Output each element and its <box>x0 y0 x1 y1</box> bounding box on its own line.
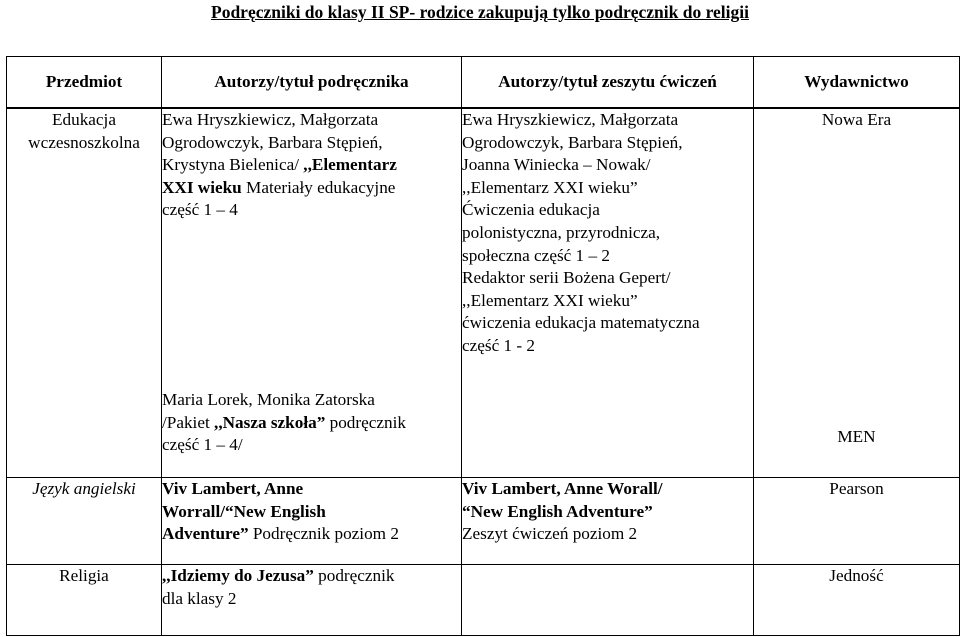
textbook-title: ,,Idziemy do Jezusa” <box>162 566 314 585</box>
textbook-line: Ewa Hryszkiewicz, Małgorzata <box>162 110 379 129</box>
workbook-line: Ćwiczenia edukacja <box>462 200 600 220</box>
textbook-text: Materiały edukacyjne <box>241 177 396 197</box>
subject-cell: Religia <box>7 565 162 636</box>
workbook-line: Ewa Hryszkiewicz, Małgorzata <box>462 110 679 129</box>
textbook-line: część 1 – 4/ <box>162 435 243 455</box>
subject-line: Edukacja <box>52 110 116 129</box>
workbook-line: Viv Lambert, Anne Worall/ <box>462 479 663 498</box>
workbook-line: społeczna część 1 – 2 <box>462 245 610 265</box>
workbook-line: ,,Elementarz XXI wieku” <box>462 290 638 310</box>
textbook-line: dla klasy 2 <box>162 588 237 608</box>
subject-line: wczesnoszkolna <box>28 132 140 152</box>
table-row <box>7 478 960 565</box>
table-row <box>7 565 960 636</box>
header-publisher: Wydawnictwo <box>754 57 960 109</box>
subject-cell <box>7 108 162 478</box>
textbook-text: /Pakiet <box>162 412 215 432</box>
textbook-line: Viv Lambert, Anne <box>162 479 304 498</box>
textbook-text: Krystyna Bielenica/ <box>162 155 304 175</box>
textbook-line: część 1 – 4 <box>162 200 238 220</box>
textbook-line <box>162 412 461 435</box>
textbook-line: Ogrodowczyk, Barbara Stępień, <box>162 132 383 152</box>
textbook-line <box>162 154 461 177</box>
workbook-cell <box>462 565 754 636</box>
workbook-line: Joanna Winiecka – Nowak/ <box>462 155 651 175</box>
subject-cell: Język angielski <box>7 478 162 565</box>
textbook-cell <box>162 565 462 636</box>
textbook-title: Adventure” <box>162 524 249 544</box>
workbook-line: Zeszyt ćwiczeń poziom 2 <box>462 524 638 544</box>
textbook-cell <box>162 478 462 565</box>
workbook-line: ćwiczenia edukacja matematyczna <box>462 313 700 333</box>
workbook-line: polonistyczna, przyrodnicza, <box>462 222 661 242</box>
textbook-text: podręcznik <box>325 412 406 432</box>
textbook-title: ,,Nasza szkoła” <box>214 412 326 432</box>
table-row <box>7 108 960 389</box>
workbook-line: część 1 - 2 <box>462 335 536 355</box>
textbook-title: ,,Elementarz <box>303 155 397 175</box>
workbook-line: “New English Adventure” <box>462 501 653 521</box>
workbook-line: Ogrodowczyk, Barbara Stępień, <box>462 132 683 152</box>
textbook-line <box>162 565 461 588</box>
textbook-line: Maria Lorek, Monika Zatorska <box>162 390 375 409</box>
header-textbook: Autorzy/tytuł podręcznika <box>162 57 462 109</box>
textbook-title: XXI wieku <box>162 177 242 197</box>
textbook-cell <box>162 108 462 389</box>
textbook-line: Worrall/“New English <box>162 501 326 521</box>
publisher-cell: Jedność <box>754 565 960 636</box>
textbook-text: Podręcznik poziom 2 <box>248 524 399 544</box>
header-subject: Przedmiot <box>7 57 162 109</box>
textbook-cell <box>162 389 462 478</box>
publisher-cell: Nowa Era <box>754 108 960 389</box>
page-title: Podręczniki do klasy II SP- rodzice zakupują tylko podręcznik do religii <box>211 2 749 22</box>
workbook-cell <box>462 478 754 565</box>
workbook-line: Redaktor serii Bożena Gepert/ <box>462 268 671 288</box>
publisher-cell: MEN <box>754 389 960 478</box>
header-workbook: Autorzy/tytuł zeszytu ćwiczeń <box>462 57 754 109</box>
workbook-cell <box>462 108 754 478</box>
textbook-line <box>162 177 461 200</box>
textbook-table <box>6 56 960 636</box>
publisher-cell: Pearson <box>754 478 960 565</box>
textbook-line <box>162 523 461 546</box>
textbook-text: podręcznik <box>313 566 395 585</box>
table-header-row <box>7 57 960 109</box>
workbook-line: ,,Elementarz XXI wieku” <box>462 177 638 197</box>
